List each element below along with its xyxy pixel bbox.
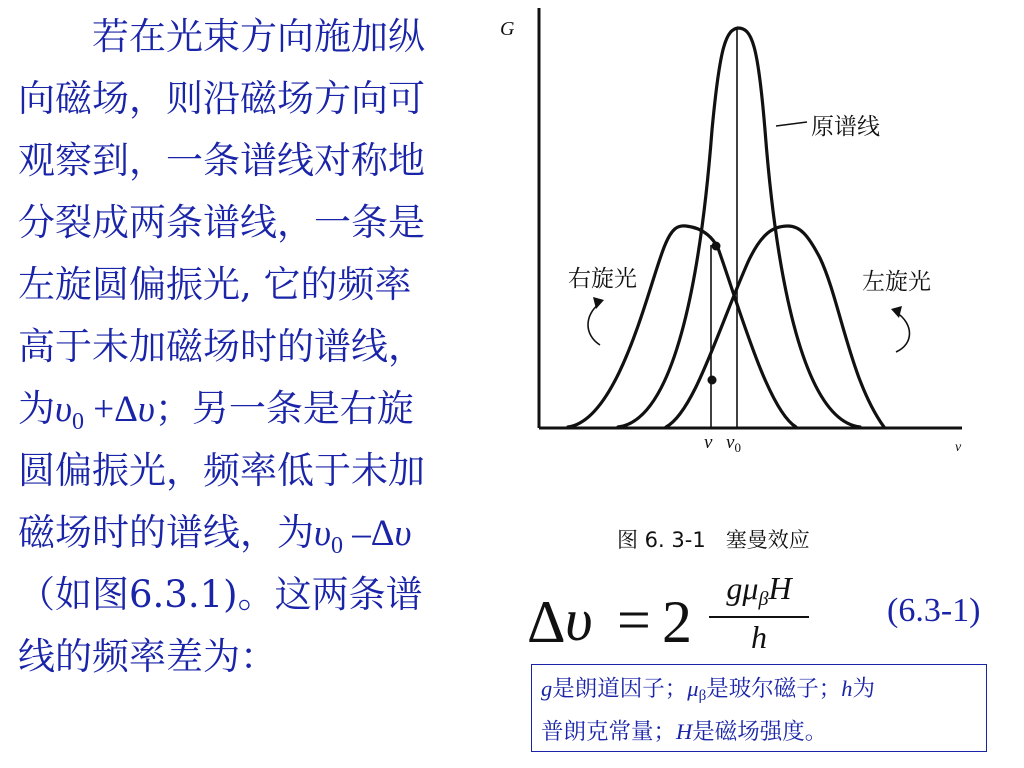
note-g: g: [541, 676, 553, 701]
intersection-dot-lower: [708, 376, 717, 385]
note-line-2: [541, 714, 986, 750]
note-mu: μ: [687, 676, 699, 701]
minus-delta: –Δ: [342, 513, 395, 554]
para-line-2: 向磁场，则沿磁场方向可: [18, 77, 425, 120]
para-line-9-pre: 磁场时的谱线，为: [18, 511, 314, 554]
para-line-5: 左旋圆偏振光, 它的频率: [18, 263, 412, 306]
right-rotation-arrow: [588, 303, 600, 345]
note-t1: 是朗道因子；: [552, 676, 688, 702]
note-t4: 普朗克常量；: [541, 719, 677, 745]
eq-num-sub: β: [758, 588, 769, 610]
eq-numerator: [709, 570, 809, 617]
left-polarized-label: 左旋光: [862, 269, 931, 295]
note-H: H: [676, 719, 693, 744]
body-paragraph: [18, 6, 463, 688]
note-t3: 为: [852, 676, 875, 702]
para-line-7-post: ；另一条是右旋: [154, 387, 414, 430]
freq-symbol-3: υ: [314, 513, 331, 554]
eq-delta: Δ: [527, 589, 566, 655]
figure-caption: 图 6. 3-1 塞曼效应: [617, 528, 810, 552]
para-line-7-pre: 为: [18, 387, 55, 430]
right-polarized-label: 右旋光: [568, 266, 637, 292]
tick-v0-label: [726, 432, 741, 456]
zeeman-figure: [500, 0, 1020, 560]
para-line-4: 分裂成两条谱线，一条是: [18, 201, 425, 244]
variable-note-box: [531, 664, 987, 752]
original-line-curve: [618, 28, 860, 427]
freq-symbol-4: υ: [394, 513, 412, 554]
para-line-1: 若在光束方向施加纵: [92, 15, 425, 58]
eq-num-h: H: [768, 570, 792, 606]
para-line-6: 高于未加磁场时的谱线，: [18, 325, 425, 368]
freq-subscript: 0: [71, 409, 84, 435]
note-h: h: [841, 676, 853, 701]
note-mu-sub: β: [698, 688, 707, 704]
tick-v0-symbol: v: [726, 432, 735, 453]
para-line-3: 观察到，一条谱线对称地: [18, 139, 425, 182]
y-axis-label: G: [500, 18, 515, 40]
left-rotation-arrow: [896, 312, 910, 352]
freq-subscript-2: 0: [330, 533, 343, 559]
note-line-1: [541, 671, 986, 714]
para-line-10: （如图6.3.1)。这两条谱: [18, 573, 423, 616]
eq-denominator: h: [751, 619, 767, 655]
freq-symbol-2: υ: [137, 389, 155, 430]
note-t5: 是磁场强度。: [692, 719, 828, 745]
zeeman-equation: [527, 570, 817, 666]
plus-delta: +Δ: [83, 389, 138, 430]
eq-num-g: gμ: [726, 570, 759, 606]
equation-number: (6.3-1): [887, 592, 981, 629]
tick-v0-subscript: 0: [734, 440, 741, 455]
para-line-9: [18, 502, 463, 564]
intersection-dot-upper: [712, 242, 721, 251]
eq-coefficient: 2: [662, 589, 692, 655]
original-line-label: 原谱线: [811, 114, 880, 140]
freq-symbol: υ: [55, 389, 72, 430]
eq-upsilon: υ: [565, 587, 593, 653]
x-axis-label: v: [955, 440, 962, 455]
original-line-leader: [776, 122, 807, 126]
eq-equals: =: [617, 587, 651, 653]
para-line-8: 圆偏振光，频率低于未加: [18, 449, 425, 492]
note-t2: 是玻尔磁子；: [706, 676, 842, 702]
tick-v-label: v: [704, 432, 713, 453]
para-line-7: [18, 378, 463, 440]
para-line-11: 线的频率差为：: [18, 635, 277, 678]
